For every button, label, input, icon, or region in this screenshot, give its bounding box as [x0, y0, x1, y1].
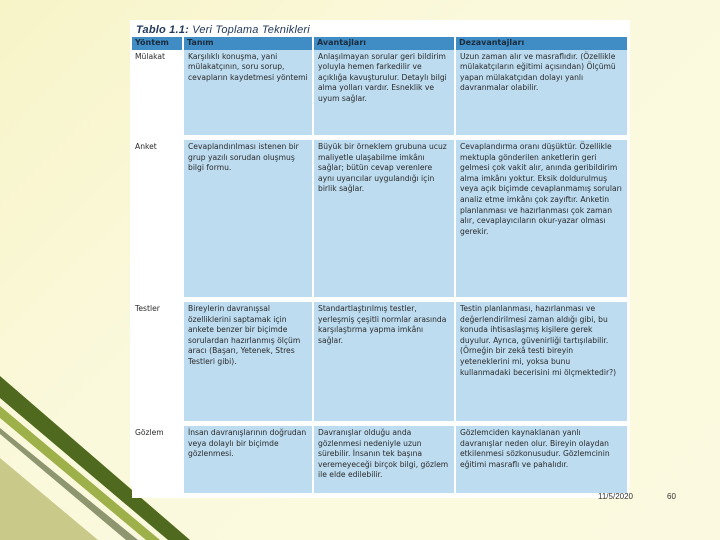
cell-method: Gözlem [132, 424, 183, 496]
cell-disadvantages: Uzun zaman alır ve masraflıdır. (Özellikle mülakatçıların eğitimi açısından) Ölçümü yapan mülakatçıdan dolayı yanlı davranmalar olabilir. [455, 50, 628, 138]
slide-date: 11/5/2020 [598, 492, 633, 501]
table-title-label: Tablo 1.1: [136, 24, 189, 36]
header-method: Yöntem [132, 37, 183, 50]
data-collection-table [132, 37, 629, 498]
header-advantages: Avantajları [313, 37, 455, 50]
table-title [136, 24, 310, 36]
cell-advantages: Standartlaştırılmış testler, yerleşmiş çeşitli normlar arasında karşılaştırma yapma imkânı sağlar. [313, 300, 455, 424]
header-disadvantages: Dezavantajları [455, 37, 628, 50]
table-header-row [132, 37, 628, 50]
cell-method: Testler [132, 300, 183, 424]
cell-method: Mülakat [132, 50, 183, 138]
cell-disadvantages: Gözlemciden kaynaklanan yanlı davranışlar neden olur. Bireyin olaydan etkilenmesi sözkonusudur. Gözlemcinin eğitimi masraflı ve pahalıdır. [455, 424, 628, 496]
table-title-text: Veri Toplama Teknikleri [192, 24, 310, 36]
cell-definition: Bireylerin davranışsal özelliklerini saptamak için ankete benzer bir biçimde sorulardan hazırlanmış ölçüm aracı (Başarı, Yetenek, Stres Testleri gibi). [183, 300, 313, 424]
table-row [132, 50, 628, 138]
cell-definition: İnsan davranışlarının doğrudan veya dolaylı bir biçimde gözlenmesi. [183, 424, 313, 496]
cell-method: Anket [132, 138, 183, 300]
table-row [132, 424, 628, 496]
cell-disadvantages: Cevaplandırma oranı düşüktür. Özellikle mektupla gönderilen anketlerin geri gelmesi çok vakit alır, anında geribildirim alma imkânı yoktur. Eksik doldurulmuş veya açık biçimde cevaplanmamış soruları analiz etme imkânı çok zayıftır. Anketin planlanması ve hazırlanması çok zaman alır, cevaplayıcıların okur-yazar olması gerekir. [455, 138, 628, 300]
cell-disadvantages: Testin planlanması, hazırlanması ve değerlendirilmesi zaman aldığı gibi, bu konuda ihtisaslaşmış kişilere gerek duyulur. Ayrıca, güvenirliği tartışılabilir. (Örneğin bir zekâ testi bireyin yeteneklerini mi, yoksa bunu kullanmadaki becerisini mi ölçmektedir?) [455, 300, 628, 424]
cell-advantages: Büyük bir örneklem grubuna ucuz maliyetle ulaşabilme imkânı sağlar; bütün cevap verenlere aynı uyarıcılar uygulandığı için birlik sağlar. [313, 138, 455, 300]
header-definition: Tanım [183, 37, 313, 50]
cell-definition: Karşılıklı konuşma, yani mülakatçının, soru sorup, cevapların kaydetmesi yöntemi [183, 50, 313, 138]
slide-number: 60 [667, 492, 676, 501]
cell-definition: Cevaplandırılması istenen bir grup yazılı sorudan oluşmuş bilgi formu. [183, 138, 313, 300]
cell-advantages: Anlaşılmayan sorular geri bildirim yoluyla hemen farkedilir ve açıklığa kavuşturulur. Detaylı bilgi alma yolları vardır. Esneklik ve uyum sağlar. [313, 50, 455, 138]
table-row [132, 138, 628, 300]
table-row [132, 300, 628, 424]
cell-advantages: Davranışlar olduğu anda gözlenmesi nedeniyle uzun sürebilir. İnsanın tek başına veremeyeceği birçok bilgi, gözlem ile elde edilebilir. [313, 424, 455, 496]
